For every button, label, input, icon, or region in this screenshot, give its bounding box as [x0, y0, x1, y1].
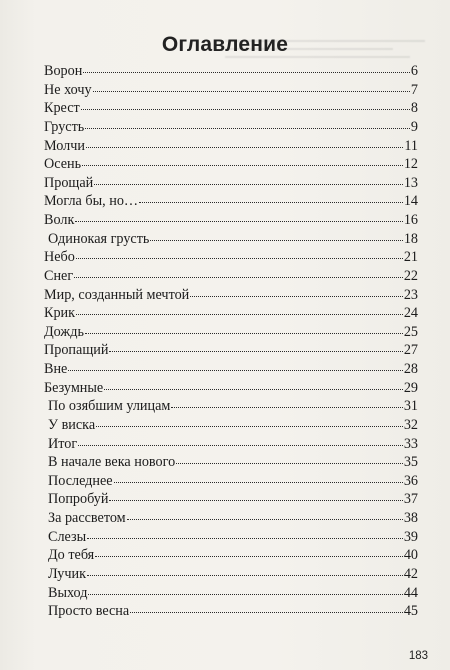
dot-leader [109, 350, 402, 352]
toc-entry [44, 155, 418, 174]
dot-leader [76, 257, 403, 259]
toc-entry [44, 248, 418, 267]
toc-entry [44, 360, 418, 379]
toc-entry-title: Волк [44, 212, 75, 228]
dot-leader [176, 462, 403, 464]
toc-entry-title: Итог [48, 435, 78, 452]
toc-entry-title: Небо [44, 249, 75, 266]
toc-entry-title: Могла бы, но… [44, 193, 139, 210]
toc-entry-title: Выход [48, 584, 88, 601]
toc-entry [44, 509, 418, 528]
dot-leader [81, 108, 410, 110]
toc-entry-page: 8 [410, 100, 418, 117]
toc-entry-page: 21 [403, 249, 418, 266]
toc-entry-title: Мир, созданный мечтой [44, 286, 190, 303]
dot-leader [139, 201, 403, 203]
toc-entry [44, 81, 418, 100]
dot-leader [74, 276, 403, 278]
dot-leader [96, 425, 403, 427]
toc-entry-page: 37 [403, 491, 418, 508]
dot-leader [104, 388, 403, 390]
toc-entry-title: Последнее [48, 472, 113, 489]
toc-entry-page: 36 [403, 472, 418, 489]
toc-entry-page: 40 [403, 547, 418, 564]
dot-leader [93, 90, 410, 92]
toc-entry-title: Молчи [44, 137, 85, 154]
toc-entry-page: 45 [403, 603, 418, 620]
dot-leader [86, 146, 403, 148]
dot-leader [83, 71, 410, 73]
dot-leader [87, 574, 403, 576]
toc-entry-page: 9 [410, 118, 418, 135]
toc-entry [44, 192, 418, 211]
toc-entry-page: 42 [403, 565, 418, 582]
toc-entry-title: Прощай [44, 174, 94, 191]
toc-entry-title: Одинокая грусть [48, 230, 150, 247]
toc-entry-page: 35 [403, 454, 418, 471]
toc-entry-page: 13 [403, 174, 418, 191]
toc-entry [44, 62, 418, 81]
dot-leader [85, 332, 403, 334]
toc-entry-title: За рассветом [48, 510, 126, 526]
toc-entry-title: У виска [48, 416, 96, 433]
toc-entry-title: До тебя [48, 547, 95, 564]
dot-leader [95, 555, 403, 557]
toc-entry [44, 379, 418, 398]
toc-entry [44, 341, 418, 360]
toc-entry-title: Крест [44, 100, 80, 117]
dot-leader [109, 499, 402, 501]
toc-entry-page: 18 [403, 230, 418, 247]
toc-entry [44, 267, 418, 286]
toc-entry-title: Пропащий [44, 342, 109, 359]
toc-entry-page: 39 [403, 528, 418, 545]
page-number: 183 [408, 650, 428, 662]
toc-entry-title: Попробуй [48, 491, 109, 508]
toc-entry [44, 137, 418, 156]
toc-entry [44, 472, 418, 491]
dot-leader [150, 239, 402, 241]
toc-entry [44, 584, 418, 603]
toc-entry [44, 416, 418, 435]
toc-entry-title: Вне [44, 361, 68, 377]
dot-leader [87, 537, 403, 539]
toc-entry-page: 28 [403, 361, 418, 377]
toc-entry [44, 602, 418, 621]
toc-entry [44, 118, 418, 137]
toc-entry-title: Просто весна [48, 603, 130, 620]
toc-entry-page: 16 [403, 212, 418, 228]
toc-entry-page: 27 [403, 342, 418, 359]
dot-leader [130, 611, 403, 613]
toc-entry [44, 435, 418, 454]
dot-leader [171, 406, 402, 408]
dot-leader [75, 220, 402, 222]
toc-entry-page: 6 [410, 63, 418, 79]
toc-entry-title: Лучик [48, 565, 86, 582]
toc-entry-page: 12 [403, 156, 418, 173]
toc-entry-page: 32 [403, 416, 418, 433]
dot-leader [94, 183, 403, 185]
dot-leader [190, 295, 403, 297]
toc-entry-page: 25 [403, 323, 418, 340]
dot-leader [85, 127, 410, 129]
dot-leader [78, 444, 403, 446]
toc-entry-title: В начале века нового [48, 454, 176, 471]
toc-entry-title: По озябшим улицам [48, 398, 171, 415]
page-title: Оглавление [161, 33, 289, 56]
table-of-contents [44, 62, 418, 621]
toc-entry [44, 490, 418, 509]
dot-leader [68, 369, 402, 371]
toc-entry-page: 33 [403, 435, 418, 452]
toc-entry [44, 286, 418, 305]
toc-entry-page: 7 [410, 81, 418, 98]
toc-entry-page: 23 [403, 286, 418, 303]
toc-entry-title: Ворон [44, 63, 83, 79]
toc-entry-title: Безумные [44, 379, 104, 396]
toc-entry-title: Грусть [44, 118, 85, 135]
dot-leader [88, 593, 402, 595]
toc-entry [44, 453, 418, 472]
dot-leader [82, 164, 403, 166]
toc-entry-page: 29 [403, 379, 418, 396]
toc-entry-title: Не хочу [44, 81, 92, 98]
toc-entry [44, 397, 418, 416]
toc-entry [44, 230, 418, 249]
toc-entry-page: 24 [403, 305, 418, 322]
dot-leader [76, 313, 403, 315]
toc-entry-title: Снег [44, 267, 74, 284]
toc-entry-title: Осень [44, 156, 82, 173]
toc-entry [44, 528, 418, 547]
toc-entry-title: Слезы [48, 528, 87, 545]
toc-entry-title: Дождь [44, 323, 84, 340]
toc-entry [44, 565, 418, 584]
toc-entry-title: Крик [44, 305, 76, 322]
toc-entry [44, 546, 418, 565]
toc-entry [44, 174, 418, 193]
toc-entry [44, 211, 418, 230]
toc-entry-page: 44 [403, 584, 418, 601]
toc-entry-page: 38 [403, 510, 418, 526]
toc-entry [44, 323, 418, 342]
toc-entry-page: 14 [403, 193, 418, 210]
dot-leader [114, 481, 403, 483]
toc-entry [44, 304, 418, 323]
toc-entry-page: 31 [403, 398, 418, 415]
toc-entry-page: 11 [404, 137, 418, 154]
dot-leader [127, 518, 403, 520]
toc-entry [44, 99, 418, 118]
toc-entry-page: 22 [403, 267, 418, 284]
